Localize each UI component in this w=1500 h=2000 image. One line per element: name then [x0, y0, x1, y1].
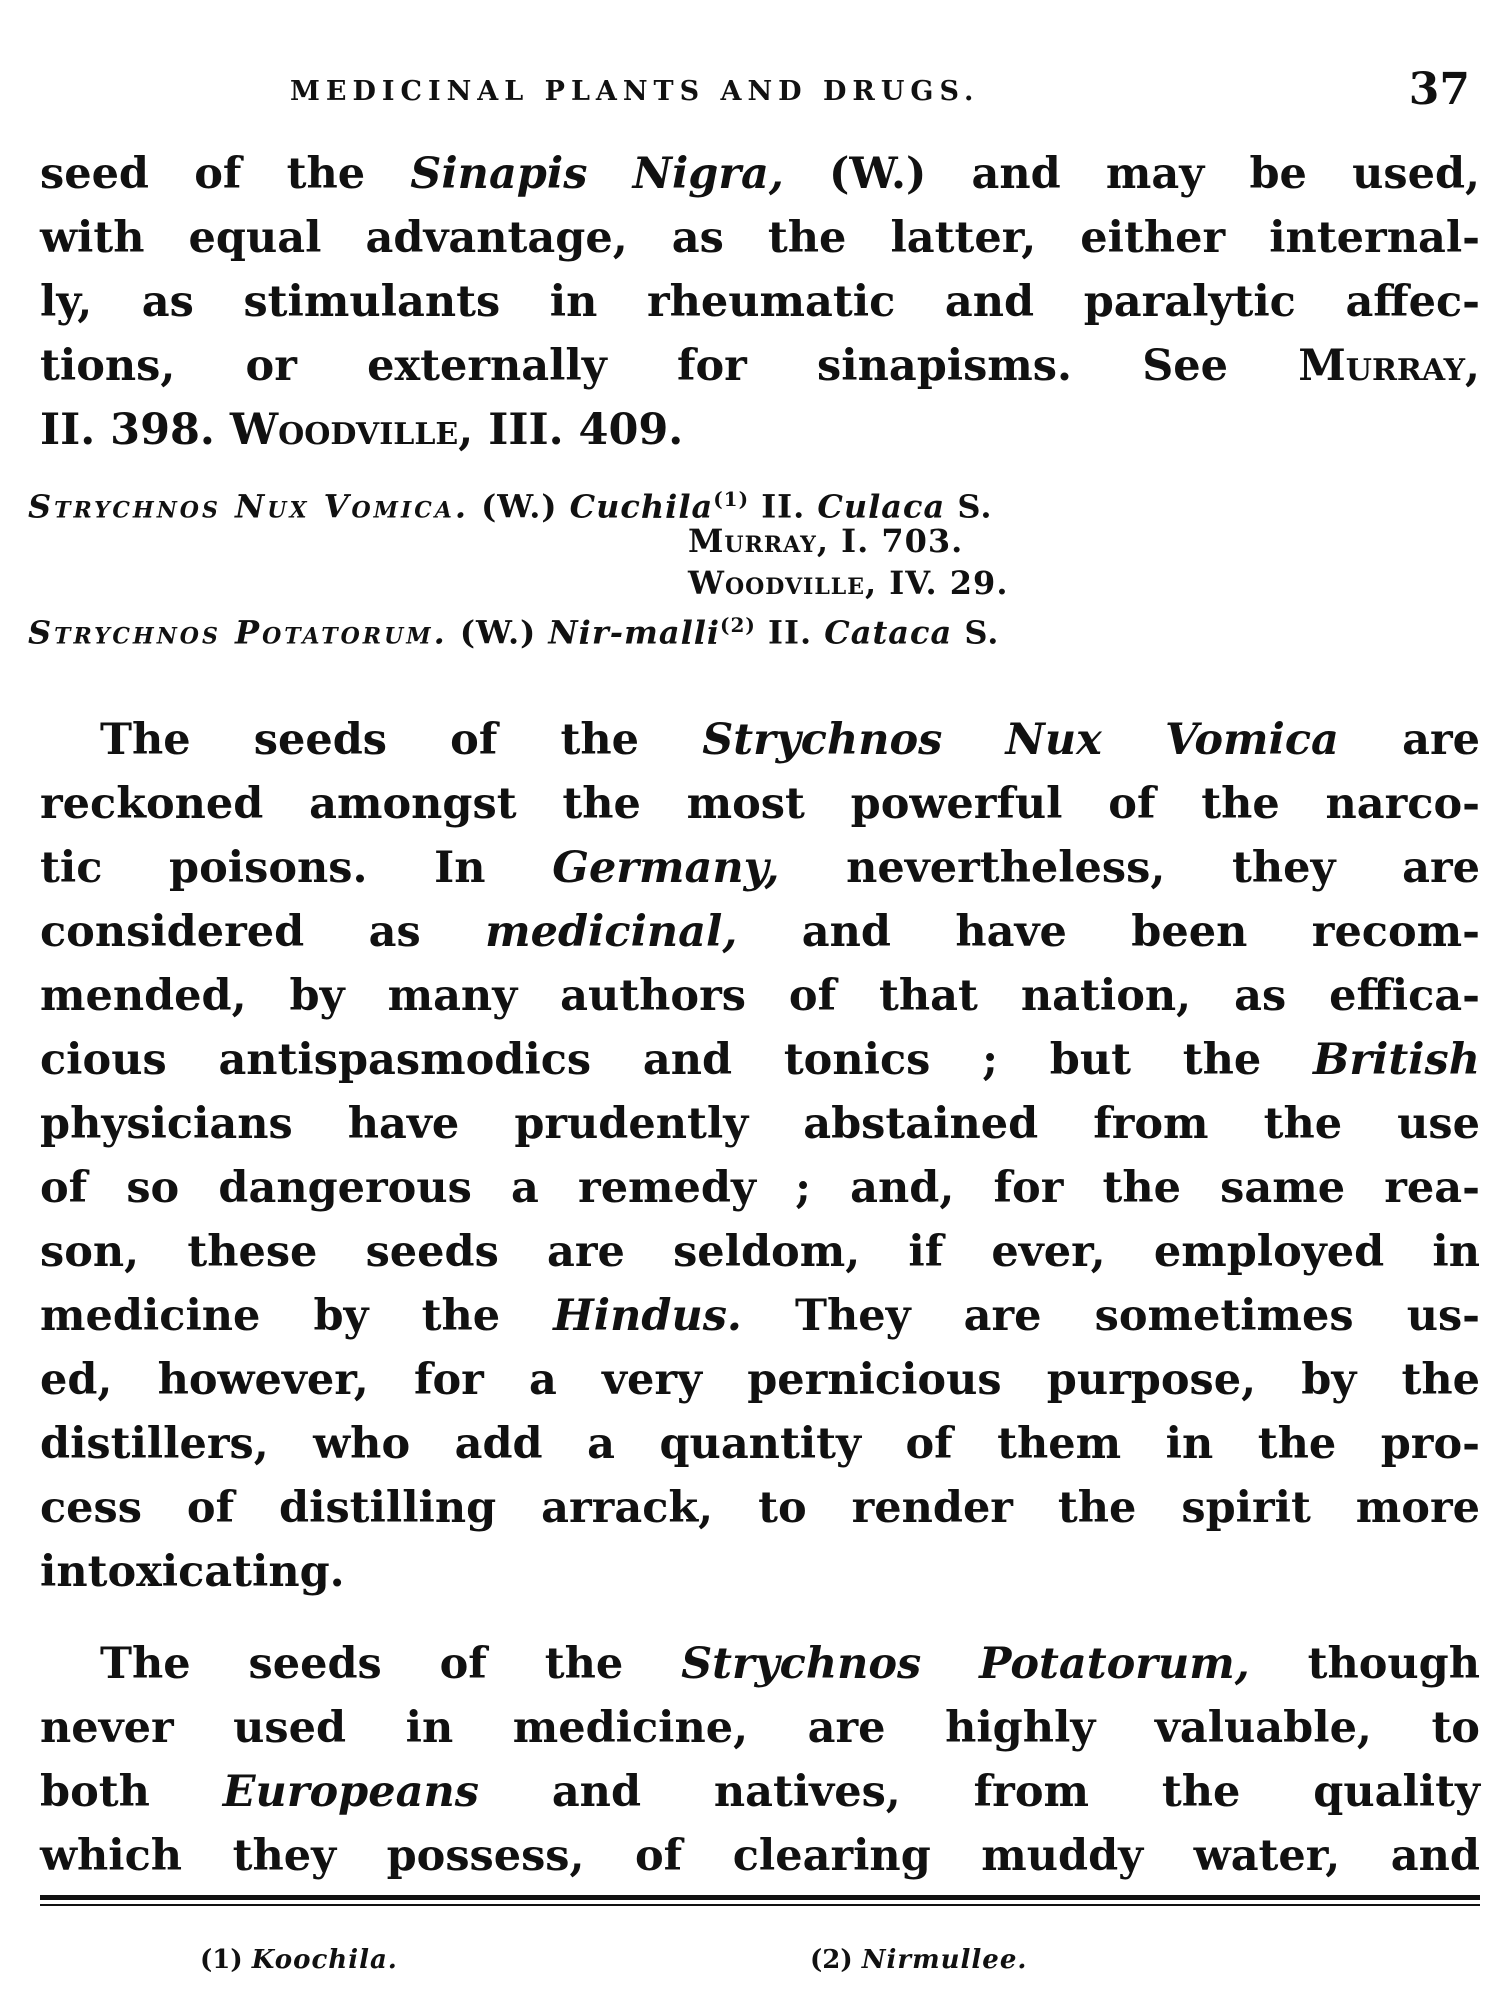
footnotes [0, 1945, 1500, 1985]
entry-potatorum: Strychnos Potatorum. (W.) Nir-malli$^{(2)}$ II. Cataca S. [28, 613, 1000, 652]
paragraph-3 [40, 1632, 1480, 1888]
paragraph-2 [40, 708, 1480, 1604]
text-line: cious antispasmodics and tonics ; but the British [40, 1035, 1480, 1085]
text-line: considered as medicinal, and have been recom- [40, 907, 1481, 957]
text-line: physicians have prudently abstained from the use [40, 1099, 1480, 1149]
text-line: of so dangerous a remedy ; and, for the same rea- [40, 1163, 1480, 1213]
text-line: seed of the Sinapis Nigra, (W.) and may be used, [40, 149, 1480, 199]
page-number: 37 [1408, 64, 1470, 115]
text-line: tic poisons. In Germany, nevertheless, they are [40, 843, 1480, 893]
text-line: tions, or externally for sinapisms. See Murray, [40, 341, 1480, 391]
footnote-rule [40, 1895, 1480, 1900]
text-line: II. 398. Woodville, III. 409. [40, 405, 684, 455]
text-line: The seeds of the Strychnos Nux Vomica are [100, 715, 1480, 765]
text-line: distillers, who add a quantity of them in the pro- [40, 1419, 1480, 1469]
running-head [0, 64, 1500, 124]
text-line: which they possess, of clearing muddy water, and [40, 1831, 1480, 1881]
text-line: with equal advantage, as the latter, either internal- [40, 213, 1480, 263]
text-line: never used in medicine, are highly valuable, to [40, 1703, 1480, 1753]
text-line: The seeds of the Strychnos Potatorum, though [100, 1639, 1480, 1689]
entry-nux-vomica: Strychnos Nux Vomica. (W.) Cuchila$^{(1)}$ II. Culaca S. [28, 487, 993, 526]
text-line: reckoned amongst the most powerful of the narco- [40, 779, 1480, 829]
footnote-rule-thin [40, 1904, 1480, 1906]
text-line: medicine by the Hindus. They are sometimes us- [40, 1291, 1481, 1341]
species-entries [28, 478, 1478, 652]
text-line: son, these seeds are seldom, if ever, employed in [40, 1227, 1480, 1277]
text-line: intoxicating. [40, 1547, 345, 1597]
text-line: ly, as stimulants in rheumatic and paralytic affec- [40, 277, 1480, 327]
paragraph-1 [40, 142, 1480, 462]
text-line: ed, however, for a very pernicious purpose, by the [40, 1355, 1480, 1405]
running-title: MEDICINAL PLANTS AND DRUGS. [290, 76, 980, 107]
text-line: cess of distilling arrack, to render the spirit more [40, 1483, 1480, 1533]
text-line: mended, by many authors of that nation, as effica- [40, 971, 1480, 1021]
footnote-2: (2) Nirmullee. [810, 1945, 1028, 1975]
text-line: both Europeans and natives, from the quality [40, 1767, 1480, 1817]
entry-reference: Woodville, IV. 29. [688, 564, 1009, 602]
footnote-1: (1) Koochila. [200, 1945, 398, 1975]
entry-reference: Murray, I. 703. [688, 522, 964, 560]
